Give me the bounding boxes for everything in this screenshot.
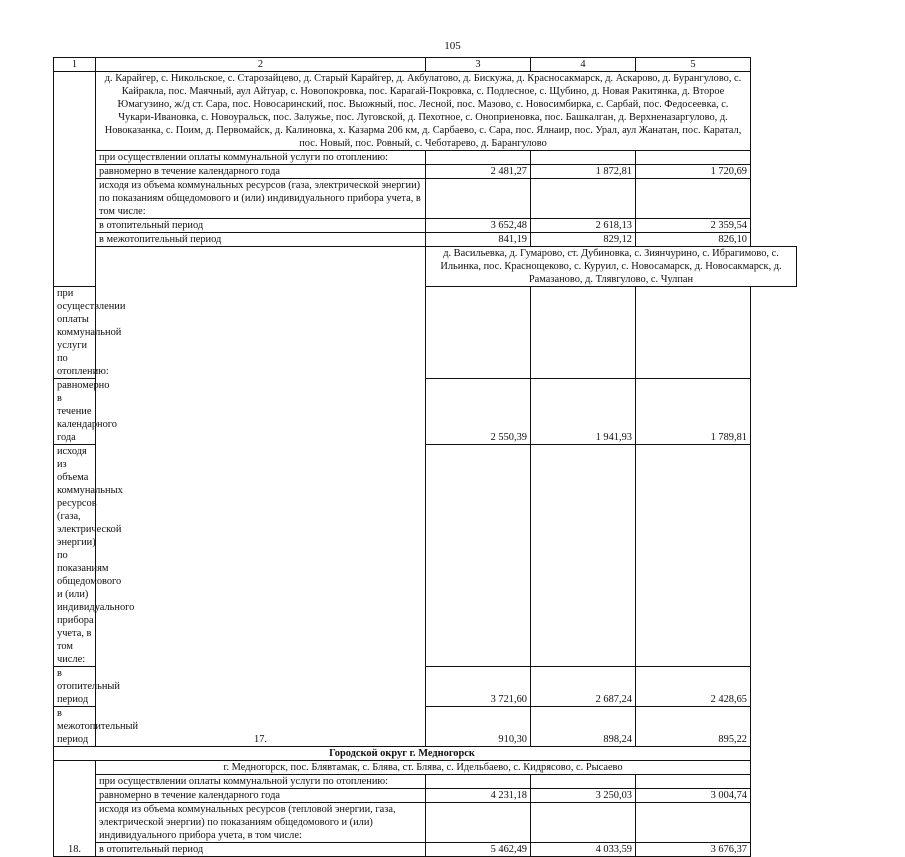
heating-payment-label: при осуществлении оплаты коммунальной услуги по отоплению: [54,287,96,379]
uniform-label: равномерно в течение календарного года [96,165,426,179]
heating-period-label: в отопительный период [54,667,96,707]
table-row [54,219,797,233]
header-col-5: 5 [636,58,751,72]
table-row [54,151,797,165]
value-cell: 3 652,48 [426,219,531,233]
table-row [54,789,797,803]
value-cell: 2 481,27 [426,165,531,179]
value-cell: 1 720,69 [636,165,751,179]
header-col-2: 2 [96,58,426,72]
table-row [54,761,797,775]
value-cell: 841,19 [426,233,531,247]
heating-payment-label: при осуществлении оплаты коммунальной услуги по отоплению: [96,775,426,789]
value-cell: 3 250,03 [531,789,636,803]
value-cell: 4 033,59 [531,843,636,857]
value-cell: 829,12 [531,233,636,247]
settlements-list: д. Карайгер, с. Никольское, с. Старозайцево, д. Старый Карайгер, д. Акбулатово, д. Бискужа, д. Красносакмарск, д. Аскарово, д. Бурангулово, с. Кайракла, пос. Маячный, аул Айтуар, с. Новопокровка, пос. Карагай-Покровка, с. Подлесное, с. Щубино, д. Новая Ракитянка, д. Второе Юмагузино, ж/д ст. Сара, пос. Новосаринский, пос. Выожный, пос. Лесной, пос. Мазово, с. Новосимбирка, с. Сарбай, пос. Федосеевка, с. Чукари-Ивановка, с. Новоуральск, пос. Залужье, пос. Луговской, д. Пехотное, с. Оноприеновка, пос. Башкалган, д. Верхненазаргулово, д. Новоказанка, с. Поим, д. Первомайск, д. Калиновка, х. Казарма 206 км, д. Сарбаево, с. Сара, пос. Ялнаир, пос. Урал, аул Жанатан, пос. Каратал, пос. Новый, пос. Ровный, с. Чеботарево, д. Барангулово [96,72,751,151]
value-cell: 895,22 [636,707,751,747]
table-row [54,247,797,287]
value-cell: 826,10 [636,233,751,247]
uniform-label: равномерно в течение календарного года [54,379,96,445]
header-col-1: 1 [54,58,96,72]
value-cell: 1 941,93 [531,379,636,445]
value-cell: 2 550,39 [426,379,531,445]
table-row [54,803,797,843]
settlements-list: д. Васильевка, д. Гумарово, ст. Дубиновка, с. Зиянчурино, с. Ибрагимово, с. Ильинка, пос. Краснощеково, с. Куруил, с. Новосамарск, д. Новосакмарск, д. Рамазаново, д. Тлявгулово, с. Чулпан [426,247,797,287]
value-cell: 1 872,81 [531,165,636,179]
table-row [54,179,797,219]
heating-period-label: в отопительный период [96,843,426,857]
header-row [54,58,797,72]
table-row [54,233,797,247]
off-period-label: в межотопительный период [54,707,96,747]
heating-payment-label: при осуществлении оплаты коммунальной услуги по отоплению: [96,151,426,165]
value-cell: 1 789,81 [636,379,751,445]
row-number [54,72,96,287]
row-number: 18. [54,761,96,857]
uniform-label: равномерно в течение календарного года [96,789,426,803]
value-cell: 5 462,49 [426,843,531,857]
value-cell: 4 231,18 [426,789,531,803]
value-cell: 898,24 [531,707,636,747]
value-cell: 2 687,24 [531,667,636,707]
value-cell: 2 428,65 [636,667,751,707]
value-cell: 2 359,54 [636,219,751,233]
tariff-table [53,57,797,857]
table-row [54,775,797,789]
value-cell: 3 004,74 [636,789,751,803]
value-cell: 2 618,13 [531,219,636,233]
page-number: 105 [444,40,461,52]
header-col-3: 3 [426,58,531,72]
meter-label: исходя из объема коммунальных ресурсов (тепловой энергии, газа, электрической энергии) по показаниям общедомового и (или) индивидуального прибора учета, в том числе: [96,803,426,843]
value-cell: 910,30 [426,707,531,747]
district-row [54,747,797,761]
table-row [54,72,797,151]
header-col-4: 4 [531,58,636,72]
value-cell: 3 676,37 [636,843,751,857]
table-row [54,165,797,179]
district-heading: Городской округ г. Медногорск [54,747,751,761]
table-row [54,843,797,857]
value-cell: 3 721,60 [426,667,531,707]
meter-label: исходя из объема коммунальных ресурсов (газа, электрической энергии) по показаниям общедомового и (или) индивидуального прибора учета, в том числе: [96,179,426,219]
heating-period-label: в отопительный период [96,219,426,233]
row-number: 17. [96,247,426,747]
settlements-list: г. Медногорск, пос. Блявтамак, с. Блява, ст. Блява, с. Идельбаево, с. Кидрясово, с. Рысаево [96,761,751,775]
meter-label: исходя из объема коммунальных ресурсов (газа, электрической энергии) по показаниям общедомового и (или) индивидуального прибора учета, в том числе: [54,445,96,667]
off-period-label: в межотопительный период [96,233,426,247]
